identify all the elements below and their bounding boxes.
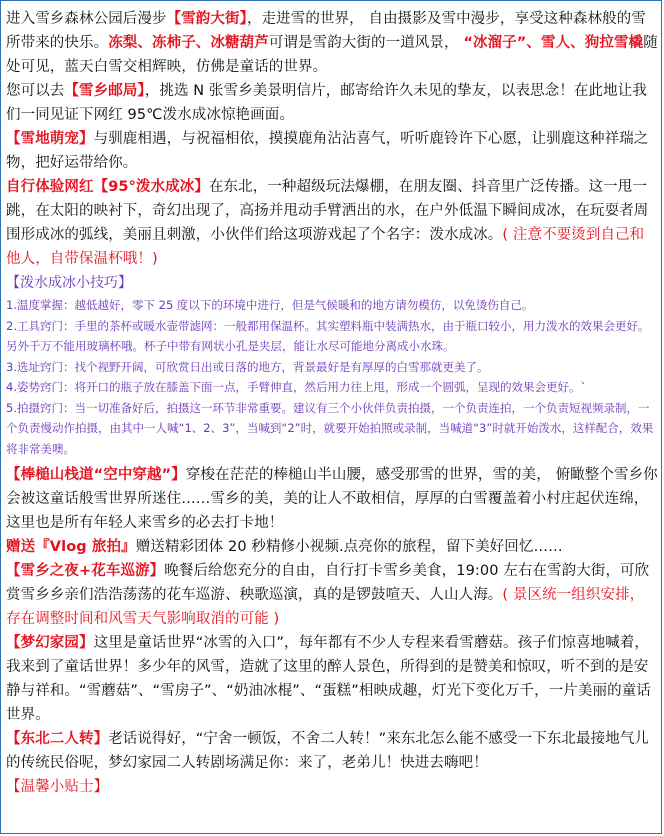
highlight-vlog: 赠送『Vlog 旅拍』 [6,539,136,555]
highlight-night-parade: 【雪乡之夜+花车巡游】 [6,563,165,579]
tip-item-photography: 5.拍摄窍门：当一切准备好后，拍摄这一环节非常重要。建议有三个小伙伴负责拍摄，一个负责连拍，一个负责短视频录制，一个负责慢动作拍摄，由其中一人喊“1、2、3”，当喊到“2”时，就要开始拍照或录制，当喊道“3”时就开始泼水，这样配合，效果将非常美噢。 [6,400,654,456]
text-run: 进入雪乡森林公园后漫步 [6,11,167,27]
text-run: 晚餐后给您充分的自由，自行打卡雪乡美食，19:00 左右在雪韵大街，可欣赏雪乡乡亲们浩浩荡荡的花车巡游、秧歌巡演，真的是锣鼓喧天、人山人海。 [6,563,650,603]
text-run: ，走进雪的世界， 自由摄影及雪中漫步，享受这种森林般的雪所带来的快乐。 [6,11,646,51]
text-run: 赠送精彩团体 20 秒精修小视频.点亮你的旅程，留下美好回忆…… [135,539,563,555]
tip-item-temperature: 1.温度掌握：越低越好，零下 25 度以下的环境中进行，但是气候暖和的地方请勿模仿，以免烫伤自己。 [6,298,534,312]
highlight-snow-activities: “冰溜子”、雪人、狗拉雪橇 [463,35,644,51]
paragraph-post-office [6,79,658,127]
text-run: 您可以去 [6,83,65,99]
text-run: 与驯鹿相遇，与祝福相依，摸摸鹿角沾沾喜气，听听鹿铃许下心愿，让驯鹿这种祥瑞之物，把好运带给你。 [6,131,649,171]
paragraph-night-parade [6,559,658,631]
highlight-dream-home: 【梦幻家园】 [6,635,94,651]
paragraph-errenzhuan [6,727,658,775]
highlight-water-to-ice: 自行体验网红【95°泼水成冰】 [6,179,209,195]
paragraph-plank-road [6,463,658,535]
safety-note: ( 注意不要烫到自己和他人，自带保温杯哦！) [6,227,645,267]
paragraph-water-to-ice [6,175,658,271]
paragraph-tips-heading [6,775,658,799]
heading-warm-tips: 【温馨小贴士】 [6,779,109,795]
highlight-snow-street: 【雪韵大街】 [166,11,247,27]
paragraph-snow-street [6,7,658,79]
text-run: ，挑选 N 张雪乡美景明信片，邮寄给许久未见的挚友，以表思念！在此地让我们一同见证下网红 95℃泼水成冰惊艳画面。 [6,83,647,123]
text-run: 老话说得好，“宁舍一顿饭，不舍二人转！”来东北怎么能不感受一下东北最接地气儿的传统民俗呢，梦幻家园二人转剧场满足你：来了，老弟儿！快进去嗨吧！ [6,731,650,771]
tip-item-posture: 4.姿势窍门：将开口的瓶子放在膝盖下面一点，手臂伸直，然后用力往上甩，形成一个圆弧，呈现的效果会更好。` [6,380,587,394]
highlight-errenzhuan: 【东北二人转】 [6,731,109,747]
text-run: 这里是童话世界“冰雪的入口”，每年都有不少人专程来看雪蘑菇。孩子们惊喜地喊着，我来到了童话世界！多少年的风雪，造就了这里的醉人景色，所得到的是赞美和惊叹，听不到的是安静与祥和。“雪蘑菇”、“雪房子”、“奶油冰棍”、“蛋糕”相映成趣，灯光下变化万千，一片美丽的童话世界。 [6,635,651,723]
highlight-plank-road: 【棒槌山栈道“空中穿越”】 [6,467,186,483]
text-run: 随处可见，蓝天白雪交相辉映，仿佛是童话的世界。 [6,35,658,75]
schedule-note: ( 景区统一组织安排，存在调整时间和风雪天气影响取消的可能 ) [6,587,645,627]
text-run: 在东北，一种超级玩法爆棚，在朋友圈、抖音里广泛传播。这一甩一跳，在太阳的映衬下，奇幻出现了，高扬并甩动手臂洒出的水，在户外低温下瞬间成冰，在玩耍者周围形成冰的弧线，美丽且刺激，小伙伴们给这项游戏起了个名字：泼水成冰。 [6,179,649,243]
highlight-reindeer: 【雪地萌宠】 [6,131,94,147]
highlight-post-office: 【雪乡邮局】 [64,83,145,99]
highlight-frozen-snacks: 冻梨、冻柿子、冰糖葫芦 [108,35,269,51]
itinerary-content [6,7,658,799]
tips-title: 【泼水成冰小技巧】 [6,275,132,291]
text-run: 穿梭在茫茫的棒槌山半山腰，感受那雪的世界，雪的美， 俯瞰整个雪乡你会被这童话般雪世界所迷住……雪乡的美，美的让人不敢相信，厚厚的白雪覆盖着小村庄起伏连绵，这里也是所有年轻人来雪乡的必去打卡地！ [6,467,658,531]
paragraph-vlog [6,535,658,559]
tip-item-tools: 2.工具窍门：手里的茶杯或暖水壶带滤网：一般都用保温杯。其实塑料瓶中装满热水，由于瓶口较小，用力泼水的效果会更好。 另外千万不能用玻璃杯哦。杯子中带有网状小孔是夹层，能让水尽可能地分离成小水珠。 [6,318,650,353]
tip-item-location: 3.选址窍门：找个视野开阔，可欣赏日出或日落的地方，背景最好是有厚厚的白雪那就更美了。 [6,359,489,374]
paragraph-dream-home [6,631,658,727]
paragraph-reindeer [6,127,658,175]
text-run: 可谓是雪韵大街的一道风景， [268,35,464,51]
